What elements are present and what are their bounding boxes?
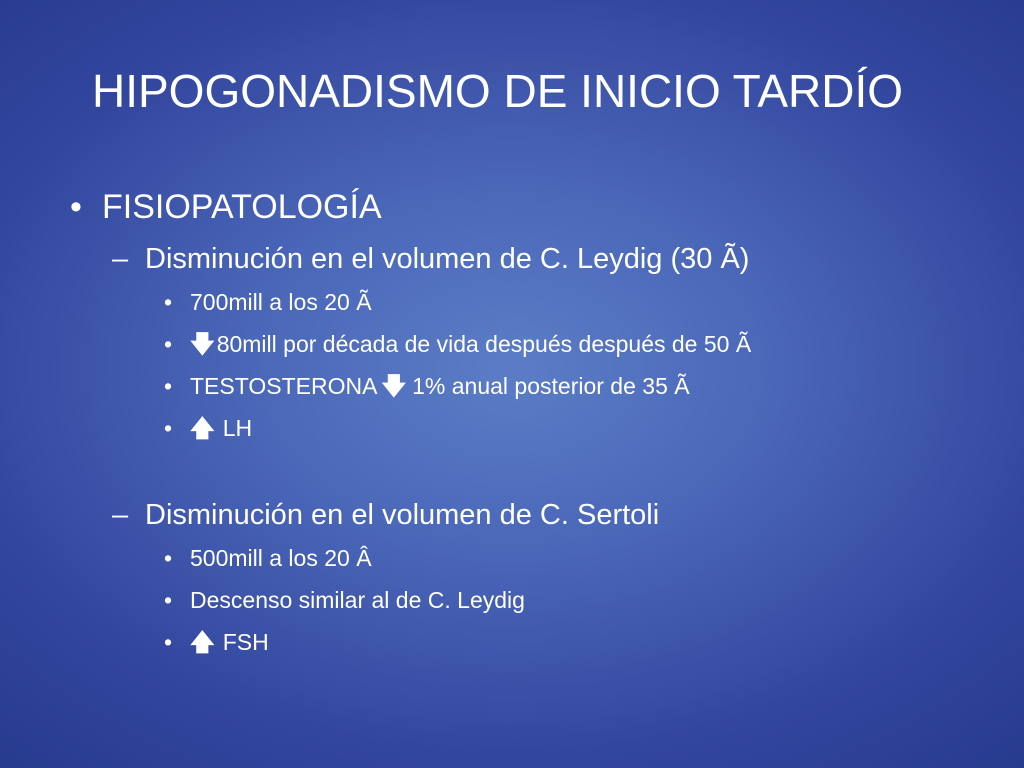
- bullet-marker: •: [164, 373, 173, 399]
- subheading-leydig-text: Disminución en el volumen de C. Leydig (30 Ã): [145, 243, 750, 275]
- list-item-text: LH: [222, 415, 253, 441]
- bullet-marker: •: [164, 415, 173, 441]
- list-item-text: 700mill a los 20 Ã: [190, 289, 372, 315]
- bullet-marker: •: [164, 545, 173, 571]
- dash-marker: –: [112, 499, 129, 531]
- slide-title: HIPOGONADISMO DE INICIO TARDÍO: [92, 65, 904, 117]
- subheading-sertoli-text: Disminución en el volumen de C. Sertoli: [145, 499, 660, 531]
- list-item-text: Descenso similar al de C. Leydig: [190, 587, 525, 613]
- arrow-up-icon: 🡅: [190, 628, 215, 656]
- arrow-up-icon: 🡅: [190, 414, 215, 442]
- arrow-down-icon: 🡇: [381, 372, 407, 400]
- dash-marker: –: [112, 243, 129, 275]
- bullet-marker: •: [70, 188, 82, 226]
- list-item-text: FSH: [222, 629, 269, 655]
- bullet-marker: •: [164, 629, 173, 655]
- list-item-text: TESTOSTERONA: [190, 373, 378, 399]
- bullet-label: FISIOPATOLOGÍA: [102, 188, 382, 226]
- bullet-marker: •: [164, 289, 173, 315]
- list-item-text: 1% anual posterior de 35 Ã: [412, 373, 690, 399]
- bullet-marker: •: [164, 587, 173, 613]
- list-item-text: 500mill a los 20 Â: [190, 545, 372, 571]
- bullet-marker: •: [164, 331, 173, 357]
- list-item-text: 80mill por década de vida después después de 50 Ã: [216, 331, 752, 357]
- arrow-down-icon: 🡇: [190, 330, 215, 358]
